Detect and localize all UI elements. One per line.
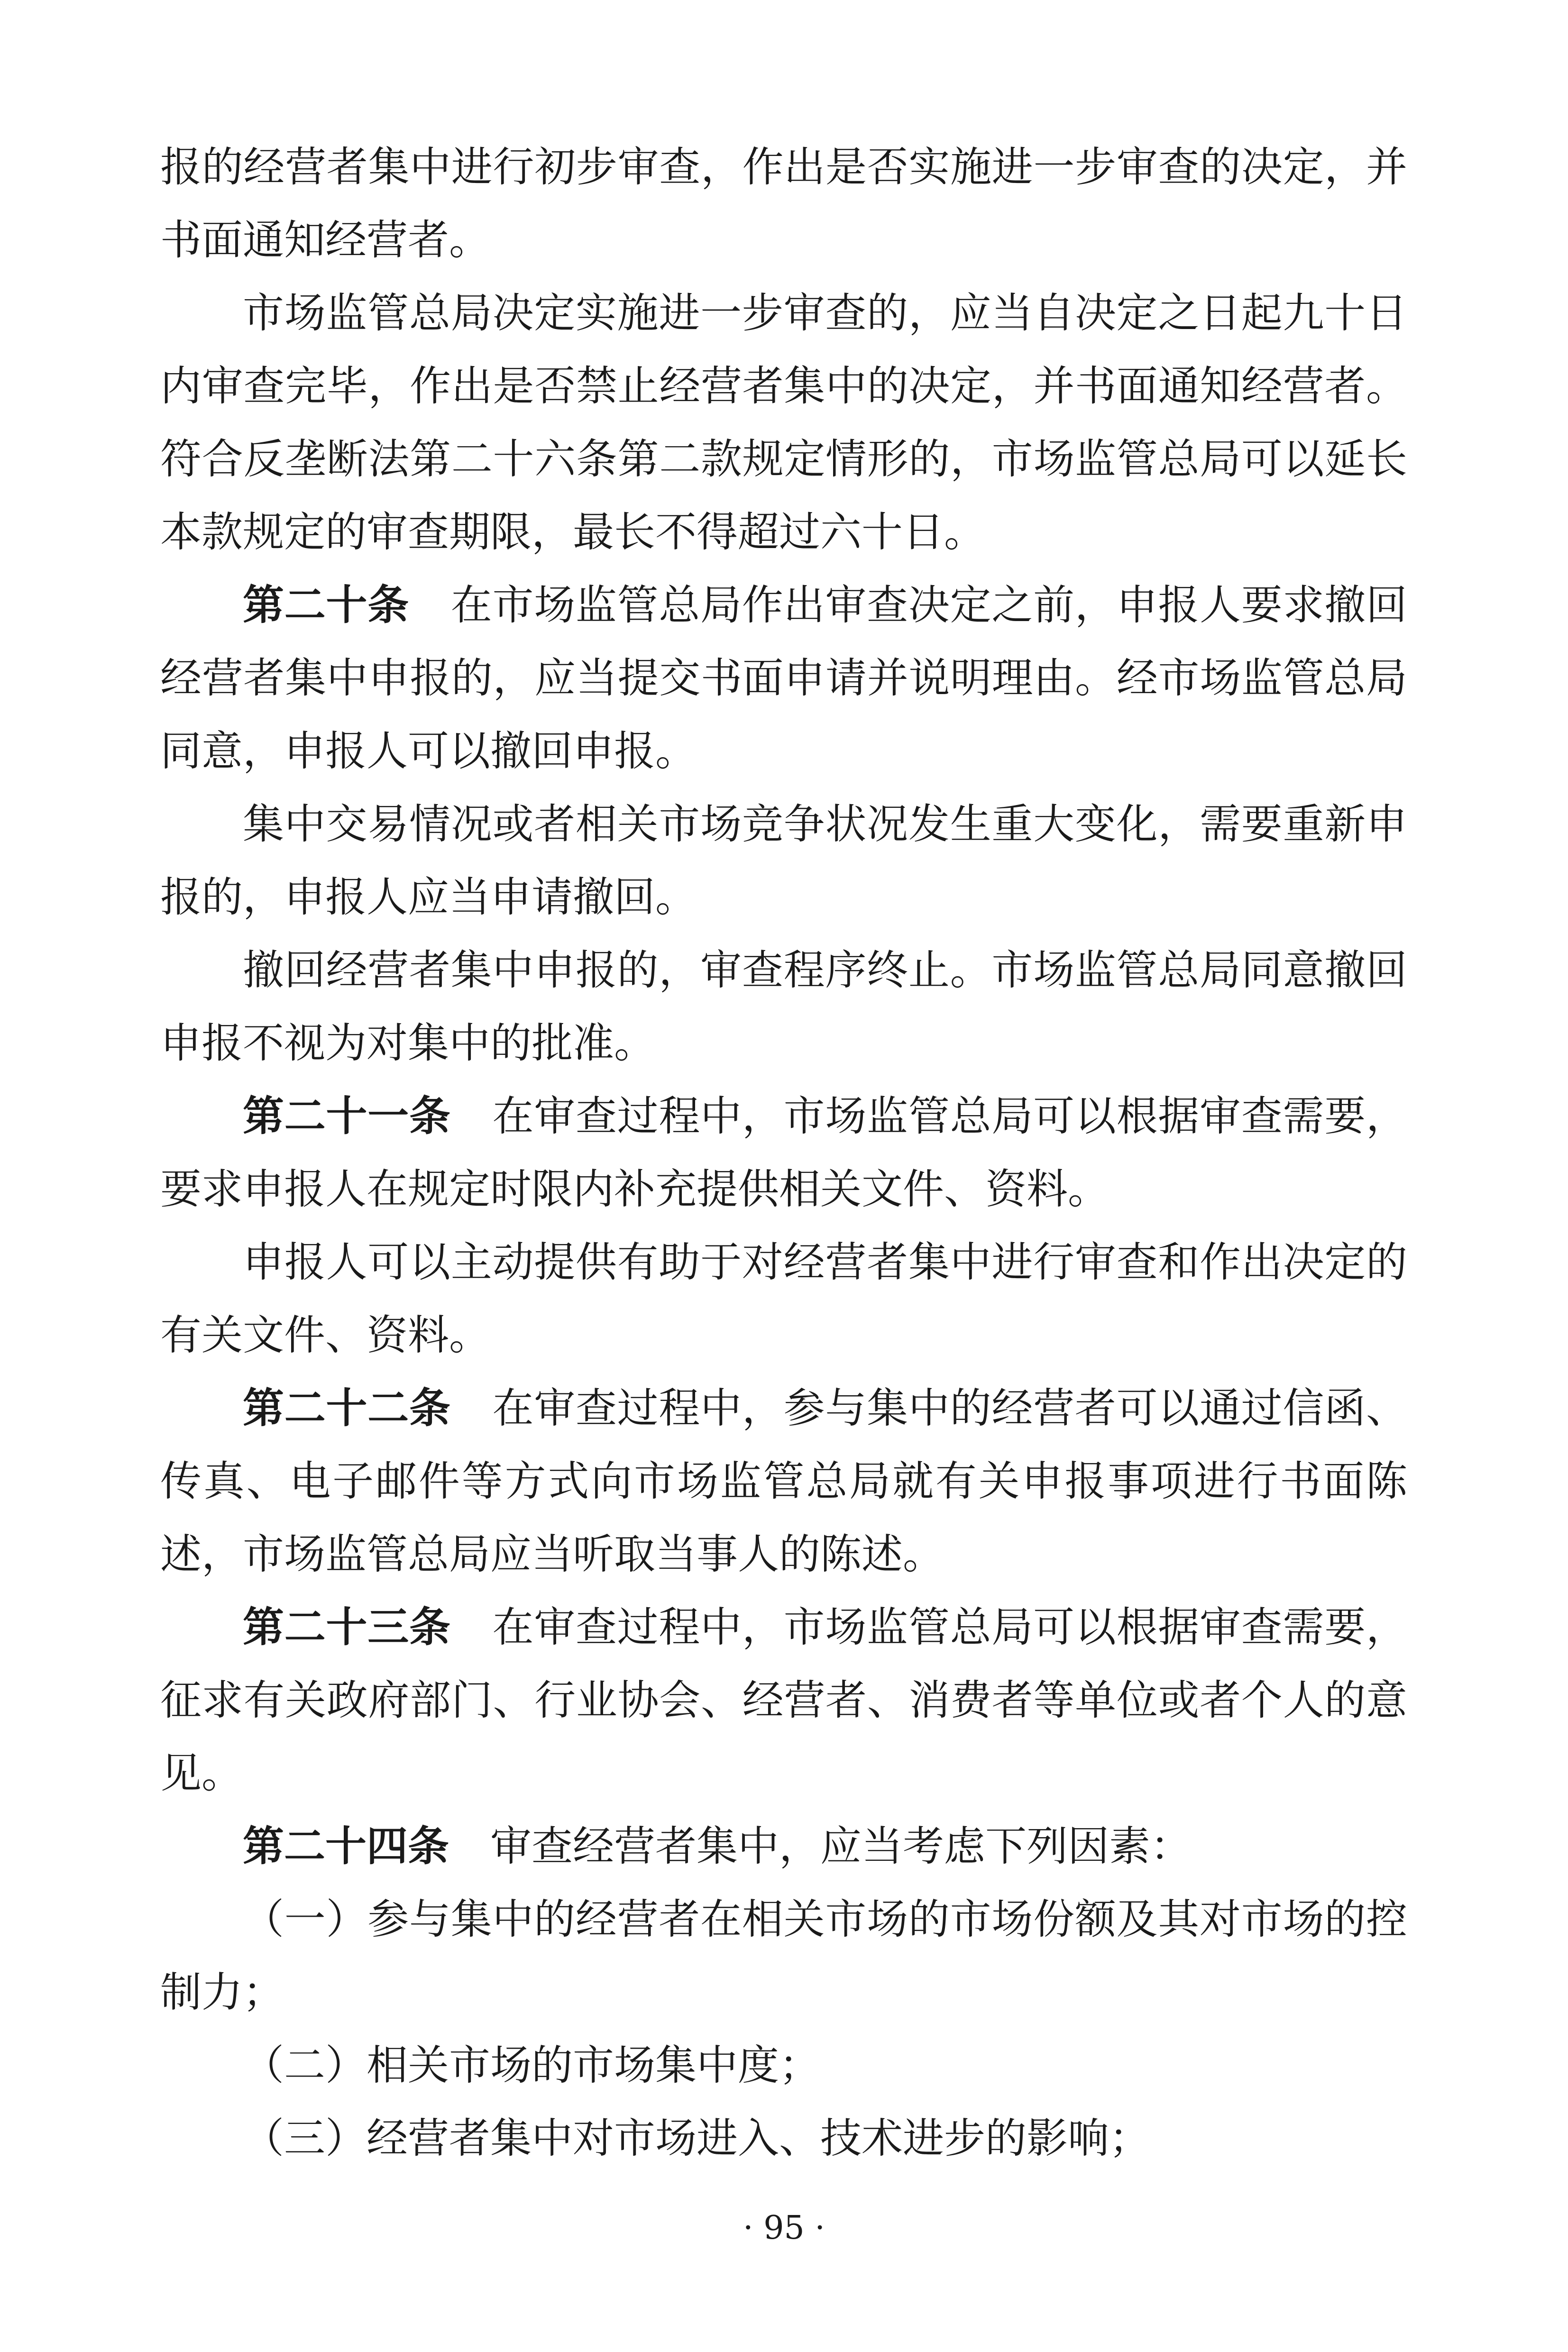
paragraph: 市场监管总局决定实施进一步审查的，应当自决定之日起九十日内审查完毕，作出是否禁止经营者集中的决定，并书面通知经营者。符合反垄断法第二十六条第二款规定情形的，市场监管总局可以延长本款规定的审查期限，最长不得超过六十日。 — [160, 289, 1407, 556]
article-heading: 第二十四条 — [243, 1822, 449, 1870]
page-number: · 95 · — [743, 2209, 825, 2247]
article-heading: 第二十一条 — [243, 1092, 451, 1140]
article-paragraph — [160, 1080, 1407, 1226]
list-item: （一）参与集中的经营者在相关市场的市场份额及其对市场的控制力； — [160, 1895, 1407, 2016]
paragraph: 集中交易情况或者相关市场竞争状况发生重大变化，需要重新申报的，申报人应当申请撤回。 — [160, 800, 1407, 921]
article-text: 在审查过程中，市场监管总局可以根据审查需要，要求申报人在规定时限内补充提供相关文件、资料。 — [160, 1092, 1408, 1213]
article-heading: 第二十二条 — [243, 1384, 451, 1432]
article-text: 审查经营者集中，应当考虑下列因素： — [490, 1822, 1192, 1870]
document-body — [160, 130, 1407, 2175]
list-item: （三）经营者集中对市场进入、技术进步的影响； — [243, 2114, 1150, 2162]
article-paragraph — [160, 568, 1407, 787]
article-paragraph — [160, 1372, 1407, 1591]
article-paragraph — [160, 1810, 1407, 1883]
article-text: 在审查过程中，参与集中的经营者可以通过信函、传真、电子邮件等方式向市场监管总局就有关申报事项进行书面陈述，市场监管总局应当听取当事人的陈述。 — [160, 1384, 1408, 1578]
paragraph: 撤回经营者集中申报的，审查程序终止。市场监管总局同意撤回申报不视为对集中的批准。 — [160, 946, 1407, 1067]
article-text: 在市场监管总局作出审查决定之前，申报人要求撤回经营者集中申报的，应当提交书面申请并说明理由。经市场监管总局同意，申报人可以撤回申报。 — [160, 581, 1408, 775]
paragraph: 申报人可以主动提供有助于对经营者集中进行审查和作出决定的有关文件、资料。 — [160, 1238, 1407, 1359]
article-heading: 第二十三条 — [243, 1603, 451, 1651]
article-paragraph — [160, 1591, 1407, 1810]
paragraph-continuation: 报的经营者集中进行初步审查，作出是否实施进一步审查的决定，并书面通知经营者。 — [160, 143, 1407, 264]
article-text: 在审查过程中，市场监管总局可以根据审查需要，征求有关政府部门、行业协会、经营者、消费者等单位或者个人的意见。 — [160, 1603, 1408, 1797]
article-heading: 第二十条 — [243, 581, 409, 629]
list-item: （二）相关市场的市场集中度； — [243, 2041, 820, 2089]
